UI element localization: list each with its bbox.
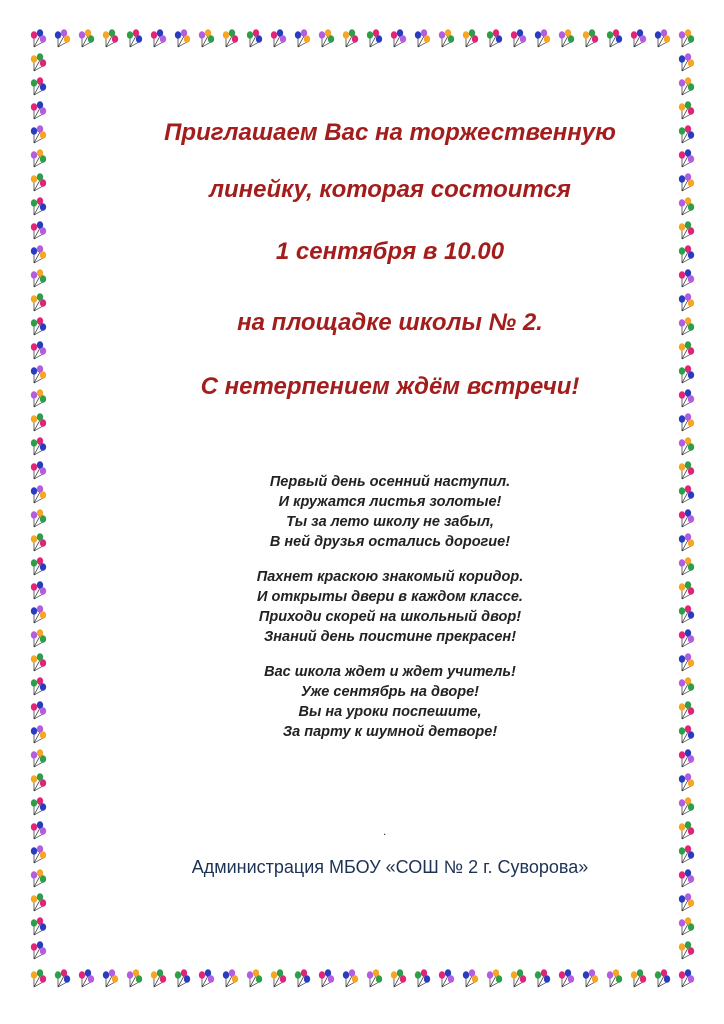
balloon-cluster-icon bbox=[175, 969, 190, 987]
balloon-cluster-icon bbox=[175, 29, 190, 47]
separator-dot: . bbox=[383, 824, 387, 838]
balloon-cluster-icon bbox=[679, 485, 694, 503]
balloon-cluster-icon bbox=[679, 677, 694, 695]
balloon-cluster-icon bbox=[199, 29, 214, 47]
balloon-cluster-icon bbox=[487, 29, 502, 47]
balloon-cluster-icon bbox=[31, 269, 46, 287]
balloon-cluster-icon bbox=[679, 629, 694, 647]
balloon-cluster-icon bbox=[559, 969, 574, 987]
balloon-cluster-icon bbox=[535, 29, 550, 47]
balloon-cluster-icon bbox=[31, 917, 46, 935]
poem-stanza-3 bbox=[130, 662, 650, 742]
balloon-cluster-icon bbox=[679, 797, 694, 815]
balloon-cluster-icon bbox=[679, 581, 694, 599]
balloon-cluster-icon bbox=[31, 317, 46, 335]
invitation-line-2: линейку, которая состоится bbox=[209, 176, 571, 203]
balloon-cluster-icon bbox=[31, 413, 46, 431]
balloon-cluster-icon bbox=[31, 653, 46, 671]
balloon-cluster-icon bbox=[103, 969, 118, 987]
balloon-cluster-icon bbox=[271, 29, 286, 47]
balloon-cluster-icon bbox=[31, 29, 46, 47]
poem-line: Вы на уроки поспешите, bbox=[298, 704, 482, 720]
balloon-cluster-icon bbox=[679, 557, 694, 575]
balloon-cluster-icon bbox=[679, 149, 694, 167]
balloon-cluster-icon bbox=[55, 29, 70, 47]
balloon-cluster-icon bbox=[103, 29, 118, 47]
balloon-cluster-icon bbox=[679, 509, 694, 527]
balloon-cluster-icon bbox=[295, 29, 310, 47]
balloon-cluster-icon bbox=[463, 969, 478, 987]
invitation-date-line: 1 сентября в 10.00 bbox=[275, 238, 505, 265]
balloon-cluster-icon bbox=[607, 969, 622, 987]
balloon-cluster-icon bbox=[511, 969, 526, 987]
balloon-cluster-icon bbox=[31, 197, 46, 215]
balloon-cluster-icon bbox=[31, 941, 46, 959]
invitation-line-1: Приглашаем Вас на торжественную bbox=[164, 119, 616, 146]
balloon-cluster-icon bbox=[679, 969, 694, 987]
balloon-cluster-icon bbox=[631, 969, 646, 987]
balloon-cluster-icon bbox=[319, 969, 334, 987]
poem-line: Приходи скорей на школьный двор! bbox=[258, 609, 522, 625]
balloon-cluster-icon bbox=[631, 29, 646, 47]
balloon-cluster-icon bbox=[31, 221, 46, 239]
balloon-cluster-icon bbox=[463, 29, 478, 47]
balloon-cluster-icon bbox=[511, 29, 526, 47]
balloon-cluster-icon bbox=[679, 821, 694, 839]
balloon-cluster-icon bbox=[415, 29, 430, 47]
balloon-cluster-icon bbox=[679, 413, 694, 431]
balloon-cluster-icon bbox=[679, 773, 694, 791]
balloon-cluster-icon bbox=[127, 969, 142, 987]
balloon-cluster-icon bbox=[679, 917, 694, 935]
poem bbox=[130, 472, 650, 757]
balloon-cluster-icon bbox=[31, 341, 46, 359]
balloon-cluster-icon bbox=[247, 969, 262, 987]
balloon-cluster-icon bbox=[679, 605, 694, 623]
balloon-cluster-icon bbox=[679, 725, 694, 743]
balloon-cluster-icon bbox=[655, 969, 670, 987]
balloon-cluster-icon bbox=[31, 101, 46, 119]
balloon-cluster-icon bbox=[367, 969, 382, 987]
balloon-cluster-icon bbox=[31, 845, 46, 863]
poem-line: И открыты двери в каждом классе. bbox=[257, 589, 523, 605]
balloon-cluster-icon bbox=[679, 893, 694, 911]
balloon-cluster-icon bbox=[31, 461, 46, 479]
balloon-cluster-icon bbox=[151, 29, 166, 47]
balloon-cluster-icon bbox=[439, 969, 454, 987]
balloon-cluster-icon bbox=[31, 749, 46, 767]
balloon-cluster-icon bbox=[679, 53, 694, 71]
poem-line: Уже сентябрь на дворе! bbox=[300, 684, 479, 700]
balloon-cluster-icon bbox=[31, 509, 46, 527]
poem-stanza-1 bbox=[130, 472, 650, 552]
balloon-cluster-icon bbox=[31, 893, 46, 911]
balloon-cluster-icon bbox=[31, 821, 46, 839]
poem-line: В ней друзья остались дорогие! bbox=[269, 534, 511, 550]
balloon-cluster-icon bbox=[679, 749, 694, 767]
balloon-cluster-icon bbox=[415, 969, 430, 987]
poem-line: Пахнет краскою знакомый коридор. bbox=[256, 569, 524, 585]
balloon-cluster-icon bbox=[79, 969, 94, 987]
balloon-cluster-icon bbox=[31, 293, 46, 311]
balloon-cluster-icon bbox=[391, 29, 406, 47]
balloon-cluster-icon bbox=[439, 29, 454, 47]
balloon-cluster-icon bbox=[583, 969, 598, 987]
balloon-cluster-icon bbox=[31, 677, 46, 695]
balloon-cluster-icon bbox=[679, 29, 694, 47]
balloon-cluster-icon bbox=[31, 389, 46, 407]
balloon-cluster-icon bbox=[31, 581, 46, 599]
balloon-cluster-icon bbox=[223, 29, 238, 47]
balloon-cluster-icon bbox=[679, 269, 694, 287]
poem-line: Знаний день поистине прекрасен! bbox=[263, 629, 517, 645]
balloon-cluster-icon bbox=[679, 437, 694, 455]
balloon-cluster-icon bbox=[31, 869, 46, 887]
balloon-cluster-icon bbox=[295, 969, 310, 987]
invitation-place-line: на площадке школы № 2. bbox=[237, 309, 543, 336]
balloon-cluster-icon bbox=[679, 941, 694, 959]
balloon-cluster-icon bbox=[679, 341, 694, 359]
poem-line: За парту к шумной детворе! bbox=[282, 724, 498, 740]
balloon-cluster-icon bbox=[343, 969, 358, 987]
balloon-cluster-icon bbox=[79, 29, 94, 47]
balloon-cluster-icon bbox=[679, 461, 694, 479]
balloon-cluster-icon bbox=[31, 149, 46, 167]
balloon-cluster-icon bbox=[151, 969, 166, 987]
balloon-cluster-icon bbox=[367, 29, 382, 47]
balloon-cluster-icon bbox=[31, 725, 46, 743]
balloon-cluster-icon bbox=[31, 173, 46, 191]
balloon-cluster-icon bbox=[31, 365, 46, 383]
signature: Администрация МБОУ «СОШ № 2 г. Суворова» bbox=[191, 857, 589, 877]
balloon-cluster-icon bbox=[343, 29, 358, 47]
poem-line: И кружатся листья золотые! bbox=[278, 494, 502, 510]
balloon-cluster-icon bbox=[31, 77, 46, 95]
invitation-closing-line: С нетерпением ждём встречи! bbox=[200, 373, 580, 400]
poem-line: Первый день осенний наступил. bbox=[269, 474, 511, 490]
balloon-cluster-icon bbox=[55, 969, 70, 987]
balloon-cluster-icon bbox=[247, 29, 262, 47]
balloon-cluster-icon bbox=[223, 969, 238, 987]
balloon-cluster-icon bbox=[607, 29, 622, 47]
balloon-cluster-icon bbox=[31, 53, 46, 71]
balloon-cluster-icon bbox=[31, 969, 46, 987]
poem-stanza-2 bbox=[130, 567, 650, 647]
balloon-cluster-icon bbox=[679, 653, 694, 671]
balloon-cluster-icon bbox=[31, 557, 46, 575]
balloon-cluster-icon bbox=[583, 29, 598, 47]
balloon-cluster-icon bbox=[127, 29, 142, 47]
balloon-cluster-icon bbox=[271, 969, 286, 987]
balloon-cluster-icon bbox=[31, 605, 46, 623]
balloon-cluster-icon bbox=[319, 29, 334, 47]
balloon-cluster-icon bbox=[199, 969, 214, 987]
balloon-cluster-icon bbox=[31, 773, 46, 791]
balloon-cluster-icon bbox=[487, 969, 502, 987]
balloon-cluster-icon bbox=[31, 125, 46, 143]
poem-line: Вас школа ждет и ждет учитель! bbox=[264, 664, 516, 680]
balloon-cluster-icon bbox=[31, 797, 46, 815]
balloon-cluster-icon bbox=[679, 77, 694, 95]
balloon-cluster-icon bbox=[535, 969, 550, 987]
balloon-cluster-icon bbox=[31, 701, 46, 719]
balloon-cluster-icon bbox=[31, 245, 46, 263]
balloon-cluster-icon bbox=[559, 29, 574, 47]
balloon-cluster-icon bbox=[31, 533, 46, 551]
balloon-cluster-icon bbox=[655, 29, 670, 47]
balloon-cluster-icon bbox=[31, 485, 46, 503]
poem-line: Ты за лето школу не забыл, bbox=[286, 514, 494, 530]
balloon-cluster-icon bbox=[31, 629, 46, 647]
balloon-cluster-icon bbox=[679, 533, 694, 551]
balloon-cluster-icon bbox=[31, 437, 46, 455]
balloon-cluster-icon bbox=[679, 701, 694, 719]
balloon-cluster-icon bbox=[679, 101, 694, 119]
balloon-cluster-icon bbox=[391, 969, 406, 987]
